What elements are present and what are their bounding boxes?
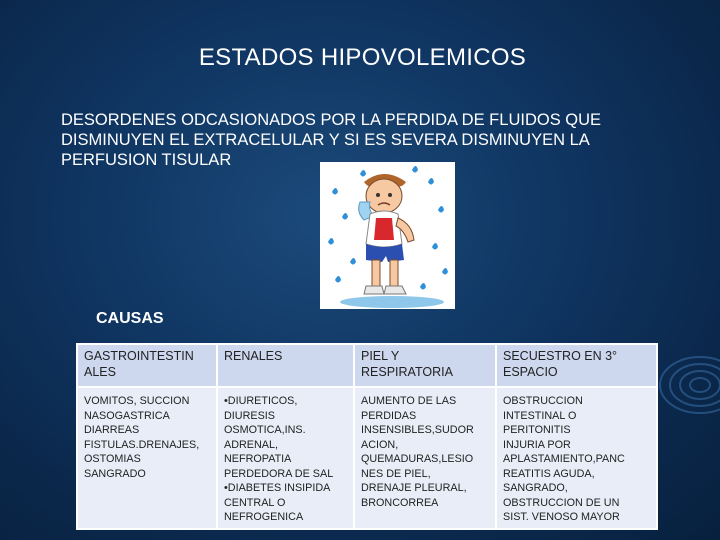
header-line: SECUESTRO EN 3°: [503, 349, 618, 363]
cell-line: DIARREAS: [84, 424, 140, 436]
table-header-row: [77, 344, 657, 387]
header-line: ESPACIO: [503, 365, 558, 379]
cell-line: DIURESIS: [224, 409, 275, 422]
cell-gastrointestinales: [77, 387, 217, 529]
header-cell-gastrointestinales: [77, 344, 217, 387]
cell-line: OBSTRUCCION: [503, 395, 583, 407]
cell-line: APLASTAMIENTO,PANC: [503, 453, 625, 465]
sweating-runner-illustration: [320, 162, 455, 309]
cell-line: OSMOTICA,INS.: [224, 424, 306, 436]
header-cell-piel-respiratoria: [354, 344, 496, 387]
header-line: ALES: [84, 365, 116, 379]
slide-description: [61, 110, 701, 170]
cell-line: CENTRAL O: [224, 496, 286, 509]
cell-line: SIST. VENOSO MAYOR: [503, 511, 620, 523]
header-line: RENALES: [224, 349, 283, 363]
table-row: [77, 387, 657, 529]
cell-line: PERDIDAS: [361, 409, 417, 422]
header-cell-renales: [217, 344, 354, 387]
cell-line: ADRENAL,: [224, 438, 279, 451]
cell-line: AUMENTO DE LAS: [361, 395, 457, 407]
causes-label: CAUSAS: [96, 310, 164, 327]
header-line: RESPIRATORIA: [361, 365, 453, 379]
cell-line: ACION,: [361, 438, 399, 451]
header-line: PIEL Y: [361, 349, 400, 363]
cell-line: OBSTRUCCION DE UN: [503, 496, 620, 509]
description-line: DESORDENES ODCASIONADOS POR LA PERDIDA DE FLUIDOS QUE: [61, 111, 602, 129]
causes-table: [76, 343, 658, 530]
header-line: GASTROINTESTIN: [84, 349, 194, 363]
cell-line: INJURIA POR: [503, 438, 571, 451]
cell-line: OSTOMIAS: [84, 453, 141, 465]
cell-line: VOMITOS, SUCCION: [84, 395, 190, 407]
description-line: PERFUSION TISULAR: [61, 151, 232, 169]
cell-renales: [217, 387, 354, 529]
cell-line: NEFROPATIA: [224, 453, 292, 465]
cell-secuestro: [496, 387, 657, 529]
cell-line: NES DE PIEL,: [361, 467, 431, 480]
description-line: DISMINUYEN EL EXTRACELULAR Y SI ES SEVERA DISMINUYEN LA: [61, 131, 590, 149]
cell-line: PERITONITIS: [503, 424, 571, 436]
cell-line: INSENSIBLES,SUDOR: [361, 424, 474, 436]
cell-line: NEFROGENICA: [224, 511, 304, 523]
cell-line: REATITIS AGUDA,: [503, 467, 595, 480]
cell-line: BRONCORREA: [361, 496, 439, 509]
cell-line: •DIURETICOS,: [224, 395, 298, 407]
cell-line: NASOGASTRICA: [84, 409, 170, 422]
cell-line: FISTULAS.DRENAJES,: [84, 438, 200, 451]
cell-line: QUEMADURAS,LESIO: [361, 453, 474, 465]
slide-title: ESTADOS HIPOVOLEMICOS: [198, 44, 527, 71]
cell-line: INTESTINAL O: [503, 409, 577, 422]
header-cell-secuestro: [496, 344, 657, 387]
cell-line: SANGRADO: [84, 467, 146, 480]
cell-piel-respiratoria: [354, 387, 496, 529]
cell-line: SANGRADO,: [503, 482, 568, 494]
cell-line: PERDEDORA DE SAL: [224, 467, 334, 480]
cell-line: DRENAJE PLEURAL,: [361, 482, 467, 494]
cell-line: •DIABETES INSIPIDA: [224, 482, 331, 494]
